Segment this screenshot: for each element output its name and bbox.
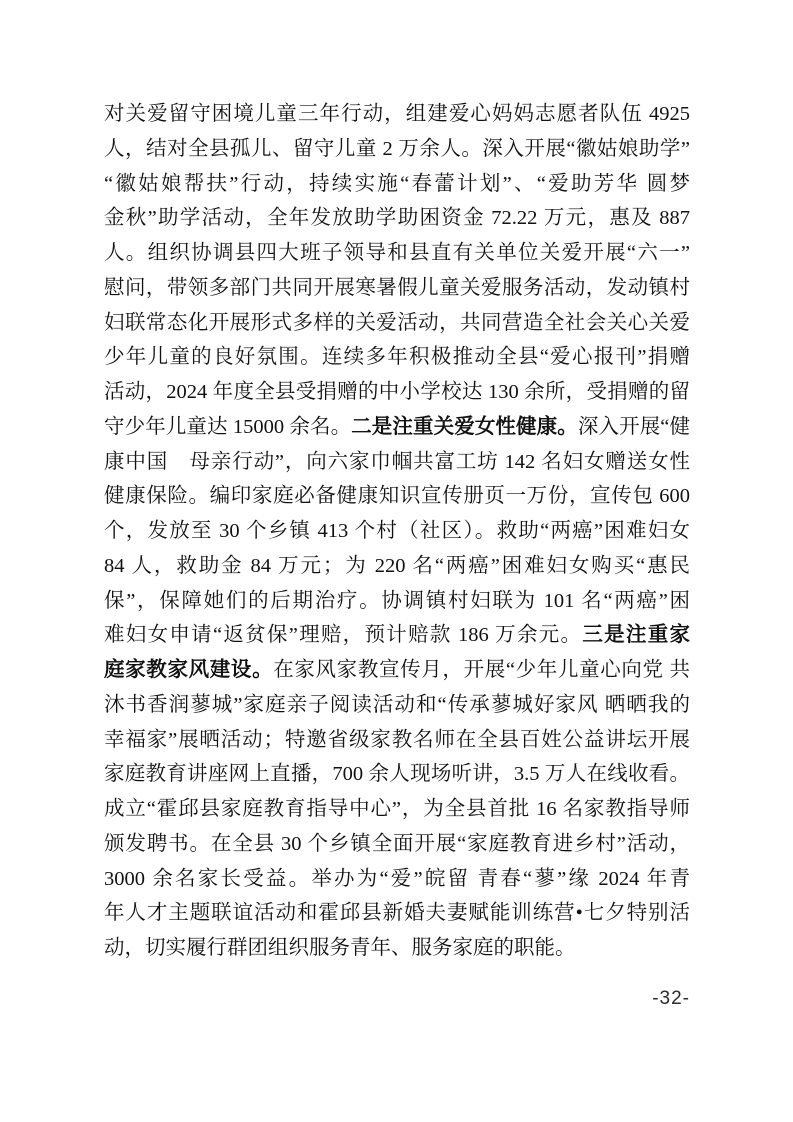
text-line <box>104 479 690 514</box>
text-segment: 年人才主题联谊活动和霍邱县新婚夫妻赋能训练营•七夕特别活 <box>104 902 690 925</box>
text-segment: 对关爱留守困境儿童三年行动，组建爱心妈妈志愿者队伍 4925 <box>104 103 690 125</box>
text-segment: 人。组织协调县四大班子领导和县直有关单位关爱开展“六一” <box>104 242 690 264</box>
text-segment: 深入开展“健 <box>577 415 691 438</box>
text-segment: 少年儿童的良好氛围。连续多年积极推动全县“爱心报刊”捐赠 <box>104 346 690 369</box>
text-block <box>104 97 690 966</box>
text-segment: 金秋”助学活动，全年发放助学助困资金 72.22 万元，惠及 887 <box>104 207 690 230</box>
text-line <box>104 896 690 931</box>
text-line <box>104 236 690 271</box>
text-line <box>104 514 690 549</box>
text-segment: 保”，保障她们的后期治疗。协调镇村妇联为 101 名“两癌”困 <box>104 589 690 612</box>
text-segment: 人，结对全县孤儿、留守儿童 2 万余人。深入开展“徽姑娘助学” <box>104 137 690 160</box>
text-line <box>104 549 690 584</box>
text-segment: 动，切实履行群团组织服务青年、服务家庭的职能。 <box>104 937 576 959</box>
text-segment: 难妇女申请“返贫保”理赔，预计赔款 186 万余元。 <box>104 624 583 647</box>
text-segment: 3000 余名家长受益。举办为“爱”皖留 青春“蓼”缘 2024 年青 <box>104 867 690 890</box>
text-line <box>104 584 690 619</box>
text-segment: 84 人，救助金 84 万元；为 220 名“两癌”困难妇女购买“惠民 <box>104 554 690 577</box>
text-line <box>104 862 690 897</box>
text-line <box>104 931 690 966</box>
text-line <box>104 410 690 445</box>
text-line <box>104 723 690 758</box>
text-segment: 守少年儿童达 15000 余名。 <box>104 415 352 438</box>
text-line <box>104 271 690 306</box>
text-line <box>104 757 690 792</box>
text-segment: “徽姑娘帮扶”行动，持续实施“春蕾计划”、“爱助芳华 圆梦 <box>104 172 690 195</box>
text-line <box>104 688 690 723</box>
text-line <box>104 201 690 236</box>
bold-text-segment: 三是注重家 <box>582 624 690 647</box>
bold-text-segment: 庭家教家风建设。 <box>104 659 274 681</box>
text-segment: 慰问，带领多部门共同开展寒暑假儿童关爱服务活动，发动镇村 <box>104 276 690 299</box>
text-line <box>104 97 690 132</box>
text-segment: 成立“霍邱县家庭教育指导中心”，为全县首批 16 名家教指导师 <box>104 798 690 820</box>
page-number: -32- <box>652 988 690 1009</box>
text-line <box>104 167 690 202</box>
text-segment: 妇联常态化开展形式多样的关爱活动，共同营造全社会关心关爱 <box>104 311 690 334</box>
text-line <box>104 306 690 341</box>
text-line <box>104 445 690 480</box>
text-segment: 家庭教育讲座网上直播，700 余人现场听讲，3.5 万人在线收看。 <box>104 763 690 786</box>
text-line <box>104 792 690 827</box>
text-line <box>104 132 690 167</box>
bold-text-segment: 二是注重关爱女性健康。 <box>351 415 578 438</box>
text-segment: 在家风家教宣传月，开展“少年儿童心向党 共 <box>273 659 690 681</box>
text-segment: 活动，2024 年度全县受捐赠的中小学校达 130 余所，受捐赠的留 <box>104 381 690 403</box>
text-line <box>104 375 690 410</box>
text-segment: 幸福家”展晒活动；特邀省级家教名师在全县百姓公益讲坛开展 <box>104 728 690 751</box>
text-segment: 颁发聘书。在全县 30 个乡镇全面开展“家庭教育进乡村”活动， <box>104 832 690 855</box>
text-segment: 个，发放至 30 个乡镇 413 个村（社区）。救助“两癌”困难妇女 <box>104 520 690 542</box>
text-segment: 健康保险。编印家庭必备健康知识宣传册页一万份，宣传包 600 <box>104 485 690 508</box>
text-line <box>104 618 690 653</box>
text-segment: 沐书香润蓼城”家庭亲子阅读活动和“传承蓼城好家风 晒晒我的 <box>104 693 690 716</box>
text-segment: 康中国 母亲行动”，向六家巾帼共富工坊 142 名妇女赠送女性 <box>104 450 690 473</box>
text-line <box>104 827 690 862</box>
text-line <box>104 340 690 375</box>
text-line <box>104 653 690 688</box>
